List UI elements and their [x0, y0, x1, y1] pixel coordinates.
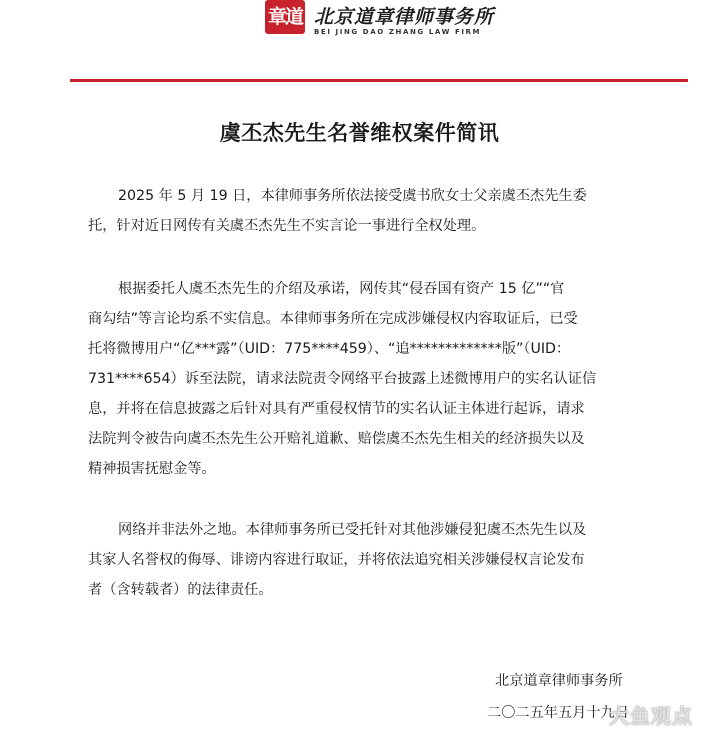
paragraph-line: 其家人名誉权的侮辱、诽谤内容进行取证，并将依法追究相关涉嫌侵权言论发布 [88, 552, 585, 568]
firm-name: 北京道章律师事务所 [314, 6, 495, 28]
letterhead-divider [70, 79, 688, 82]
paragraph-line: 商勾结”等言论均系不实信息。本律师事务所在完成涉嫌侵权内容取证后，已受 [88, 311, 578, 327]
firm-name-english: BEI JING DAO ZHANG LAW FIRM [314, 28, 482, 36]
paragraph-line: 根据委托人虞丕杰先生的介绍及承诺，网传其“侵吞国有资产 15 亿”“官 [118, 281, 565, 297]
paragraph-1 [88, 181, 680, 241]
paragraph-3 [88, 515, 680, 605]
letterhead [262, 0, 522, 42]
paragraph-2 [88, 274, 680, 484]
paragraph-line: 2025 年 5 月 19 日，本律师事务所依法接受虞书欣女士父亲虞丕杰先生委 [118, 188, 587, 204]
paragraph-line: 托将微博用户“亿***露”（UID：775****459）、“追*************版”（UID： [88, 341, 571, 357]
firm-seal-logo: 章道 [265, 0, 305, 34]
signature-date: 二〇二五年五月十九日 [487, 705, 629, 721]
paragraph-line: 者（含转载者）的法律责任。 [88, 582, 273, 598]
watermark: 大鱼观点 [609, 704, 693, 728]
paragraph-line: 精神损害抚慰金等。 [88, 461, 216, 477]
paragraph-line: 731****654）诉至法院，请求法院责令网络平台披露上述微博用户的实名认证信 [88, 371, 597, 387]
paragraph-line: 法院判令被告向虞丕杰先生公开赔礼道歉、赔偿虞丕杰先生相关的经济损失以及 [88, 431, 585, 447]
paragraph-line: 托，针对近日网传有关虞丕杰先生不实言论一事进行全权处理。 [88, 218, 486, 234]
signature-firm: 北京道章律师事务所 [495, 673, 623, 689]
paragraph-line: 网络并非法外之地。本律师事务所已受托针对其他涉嫌侵犯虞丕杰先生以及 [118, 522, 587, 538]
document-title: 虞丕杰先生名誉维权案件简讯 [219, 121, 500, 145]
paragraph-line: 息，并将在信息披露之后针对具有严重侵权情节的实名认证主体进行起诉，请求 [88, 401, 585, 417]
